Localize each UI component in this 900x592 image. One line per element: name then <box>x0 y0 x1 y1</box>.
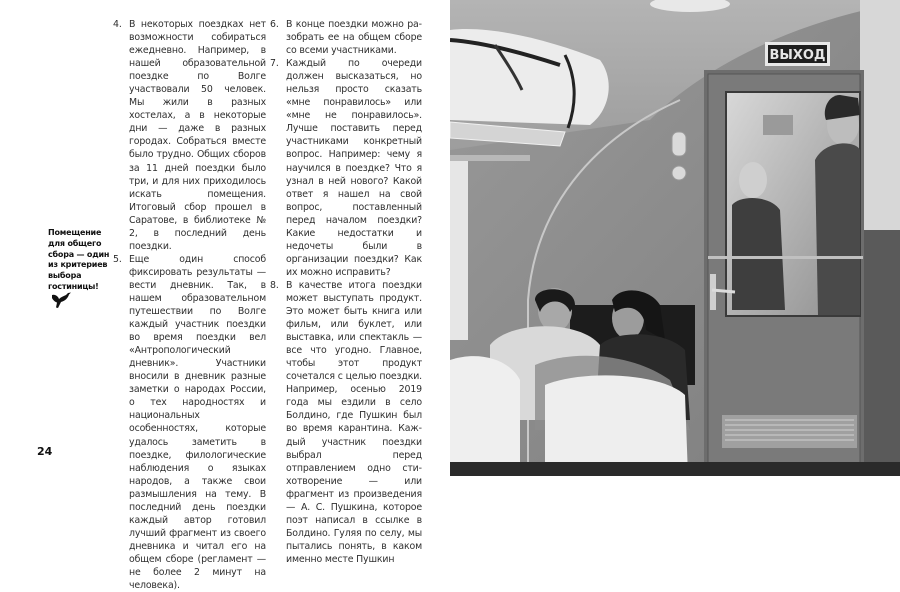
list-item-text: В конце поездки можно разобрать ее на общем сборе со всеми участниками. <box>286 19 422 57</box>
list-item-text: Еще один способ фиксировать результаты — вести дневник. Так, в нашем образовательном путешествии по Волге каждый участник поездки во время поездки вел «Антропологический дневник». Участники вносили в дневник разные заметки о народах России, о тех народностях и национальных особенностях, которые удалось заметить в поездке, филологические наблюдения о языках народов, а также свои размышления на тему. В последний день поездки каждый автор готовил лучший фрагмент из своего дневника и читал его на общем сборе (регламент — не более 2 минут на человека). <box>129 253 266 592</box>
page-number: 24 <box>37 445 53 458</box>
list-item-number: 6. <box>270 19 279 30</box>
text-column-1 <box>113 18 266 592</box>
list-item-number: 8. <box>270 279 279 291</box>
photo-illustration <box>450 0 900 476</box>
list-item <box>270 279 422 566</box>
list-item <box>113 18 266 253</box>
sidenote <box>48 228 110 293</box>
list-item-number: 4. <box>113 19 122 30</box>
sidenote-text: Помещение для общего сбора — один из критериев выбора гостиницы! <box>48 228 110 291</box>
list-item-text: Каждый по очереди должен высказаться, но нельзя просто сказать «мне понравилось» или «мне не понравилось». Лучше поставить перед участниками конкретный вопрос. Например: чему я научился в поездке? Что я узнал в ней нового? Какой ответ я нашел на свой вопрос, поставленный перед началом поездки? Какие недостатки и недочеты были в организации поездки? Как их можно исправить? <box>286 58 422 278</box>
list-item-text: В некоторых поездках нет возможности собираться ежедневно. Например, в нашей образовательной поездке по Волге участвовали 50 человек. Мы жили в разных хостелах, а в некоторые дни — даже в разных городах. Собраться вместе было трудно. Общих сборов за 11 дней поездки было три, и для них приходилось искать помещения. Итоговый сбор прошел в Саратове, в библиотеке № 2, в последний день поездки. <box>129 19 266 252</box>
list-item-number: 7. <box>270 58 279 70</box>
list-item <box>113 253 266 592</box>
bird-icon <box>50 291 72 309</box>
list-item <box>270 57 422 279</box>
list-item-text: В качестве итога поездки может выступать продукт. Это может быть книга или фильм, или буклет, или выставка, или спектакль — все что угодно. Главное, чтобы этот продукт сочетался с целью поездки. Например, осенью 2019 года мы ездили в село Болдино, где Пушкин был во время карантина. Каждый участник поездки выбрал перед отправлением одно стихотворение — или фрагмент из произведения — А. С. Пушкина, которое поэт написал в ссылке в Болдино. Гуляя по селу, мы пытались понять, в каком именно месте Пушкин <box>286 279 422 565</box>
list-item-number: 5. <box>113 253 122 265</box>
train-carriage-photo <box>450 0 900 476</box>
list-item <box>270 18 422 57</box>
text-column-2 <box>270 18 422 566</box>
exit-sign-text: ВЫХОД <box>769 48 826 63</box>
